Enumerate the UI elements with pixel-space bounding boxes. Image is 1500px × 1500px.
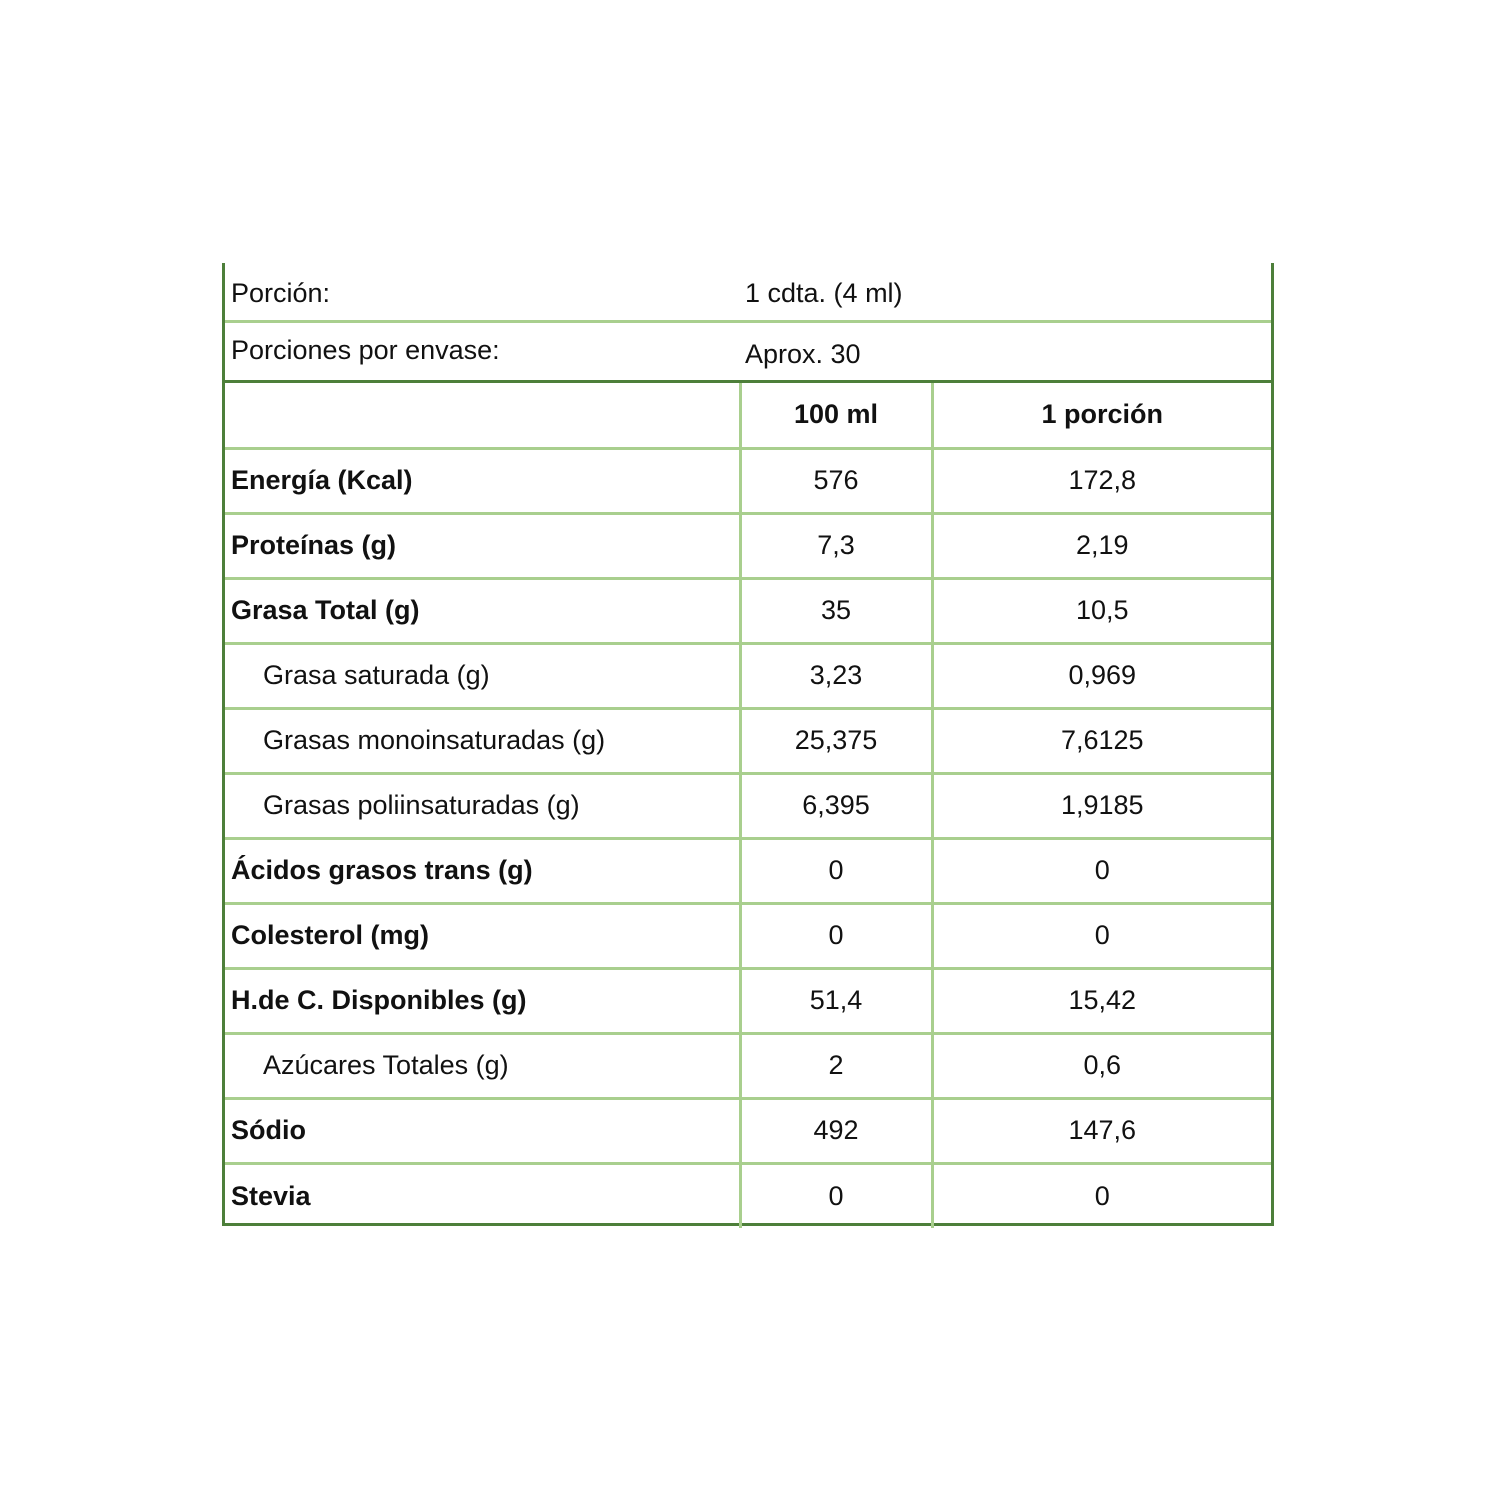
table-row — [225, 903, 1271, 968]
table-row — [225, 643, 1271, 708]
value-per-100ml: 25,375 — [740, 708, 932, 773]
value-per-100ml: 6,395 — [740, 773, 932, 838]
value-per-portion: 7,6125 — [932, 708, 1271, 773]
value-per-portion: 0 — [932, 903, 1271, 968]
nutrient-name: Grasa Total (g) — [225, 578, 740, 643]
value-per-portion: 1,9185 — [932, 773, 1271, 838]
nutrient-name: Grasas poliinsaturadas (g) — [225, 773, 740, 838]
value-per-portion: 147,6 — [932, 1098, 1271, 1163]
nutrition-table — [225, 383, 1271, 1228]
value-per-100ml: 576 — [740, 448, 932, 513]
table-row — [225, 1098, 1271, 1163]
serving-size-row — [225, 263, 1271, 323]
table-row — [225, 1033, 1271, 1098]
nutrient-name: Grasas monoinsaturadas (g) — [225, 708, 740, 773]
value-per-portion: 0 — [932, 838, 1271, 903]
value-per-portion: 0,6 — [932, 1033, 1271, 1098]
nutrient-name: Grasa saturada (g) — [225, 643, 740, 708]
value-per-portion: 172,8 — [932, 448, 1271, 513]
table-row — [225, 838, 1271, 903]
value-per-100ml: 0 — [740, 838, 932, 903]
value-per-100ml: 492 — [740, 1098, 932, 1163]
nutrient-name: Colesterol (mg) — [225, 903, 740, 968]
nutrient-name: Stevia — [225, 1163, 740, 1228]
table-header-row — [225, 383, 1271, 448]
value-per-portion: 2,19 — [932, 513, 1271, 578]
header-per-portion: 1 porción — [932, 383, 1271, 448]
table-row — [225, 578, 1271, 643]
table-row — [225, 1163, 1271, 1228]
nutrient-name: H.de C. Disponibles (g) — [225, 968, 740, 1033]
serving-size-value: 1 cdta. (4 ml) — [745, 278, 903, 308]
nutrition-facts-panel — [222, 263, 1274, 1226]
table-row — [225, 968, 1271, 1033]
nutrient-name: Energía (Kcal) — [225, 448, 740, 513]
value-per-100ml: 0 — [740, 903, 932, 968]
table-row — [225, 448, 1271, 513]
nutrient-name: Ácidos grasos trans (g) — [225, 838, 740, 903]
servings-per-container-row — [225, 323, 1271, 383]
nutrient-name: Azúcares Totales (g) — [225, 1033, 740, 1098]
value-per-100ml: 2 — [740, 1033, 932, 1098]
value-per-portion: 10,5 — [932, 578, 1271, 643]
value-per-100ml: 51,4 — [740, 968, 932, 1033]
value-per-100ml: 35 — [740, 578, 932, 643]
table-row — [225, 513, 1271, 578]
value-per-portion: 0,969 — [932, 643, 1271, 708]
servings-per-container-value: Aprox. 30 — [745, 339, 861, 369]
table-row — [225, 708, 1271, 773]
value-per-portion: 15,42 — [932, 968, 1271, 1033]
value-per-100ml: 3,23 — [740, 643, 932, 708]
nutrient-name: Proteínas (g) — [225, 513, 740, 578]
servings-per-container-label: Porciones por envase: — [231, 335, 500, 365]
serving-size-label: Porción: — [231, 278, 331, 308]
table-row — [225, 773, 1271, 838]
header-nutrient-cell — [225, 383, 740, 448]
header-per-100ml: 100 ml — [740, 383, 932, 448]
value-per-portion: 0 — [1094, 1180, 1110, 1211]
value-per-100ml: 0 — [740, 1163, 932, 1228]
nutrient-name: Sódio — [225, 1098, 740, 1163]
value-per-100ml: 7,3 — [740, 513, 932, 578]
